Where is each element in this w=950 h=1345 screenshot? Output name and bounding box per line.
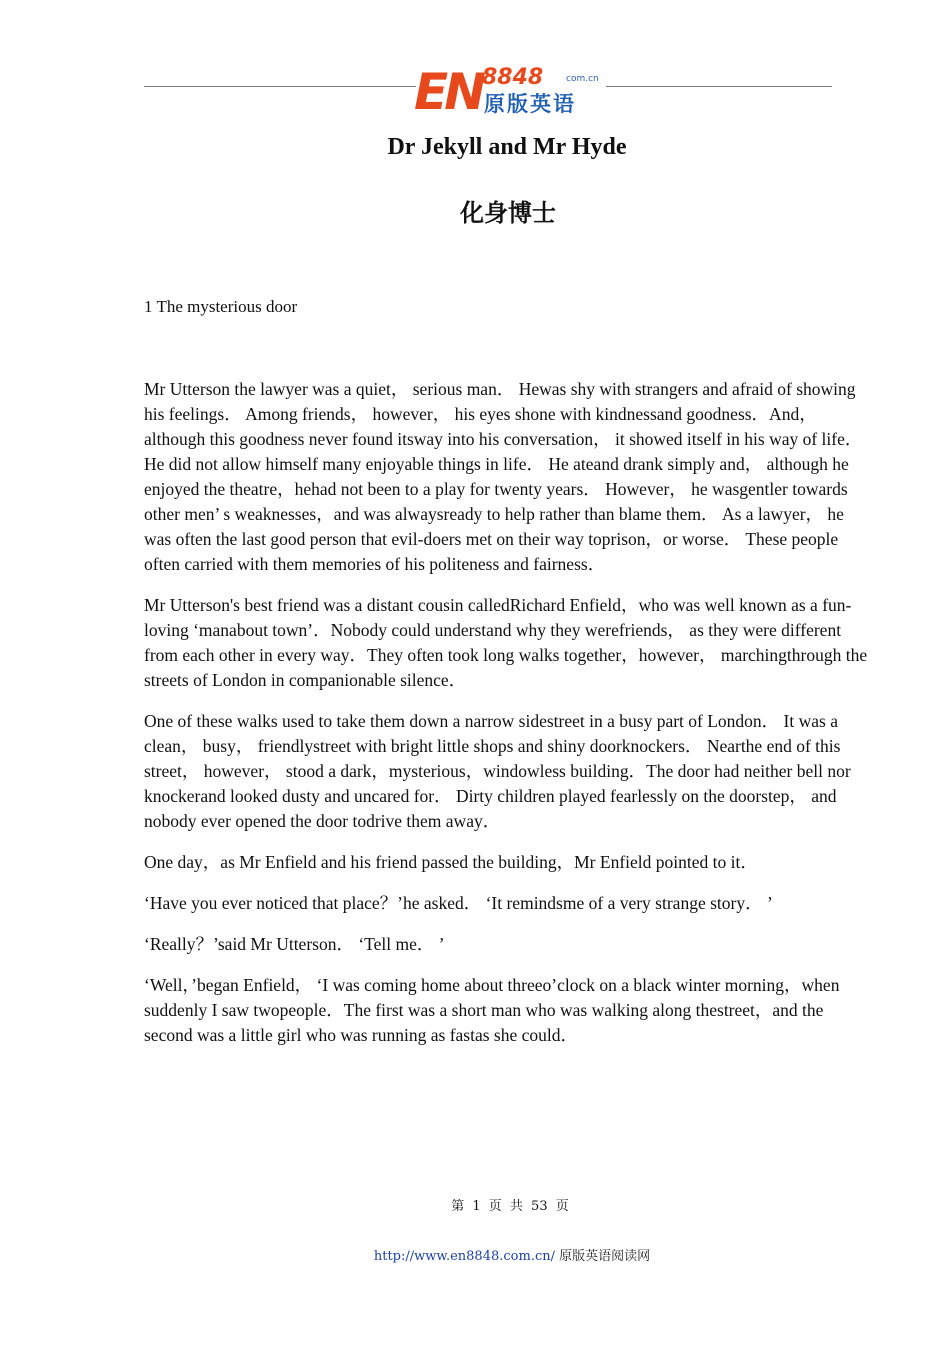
footer-site-name: 原版英语阅读网 xyxy=(559,1249,651,1264)
chapter-body xyxy=(144,377,874,1064)
paragraph: Mr Utterson's best friend was a distant cousin calledRichard Enfield，who was well known as a fun-loving ‘manabout town’．Nobody could understand why they werefriends， as they were different from each other in every way．They often took long walks together，however， marchingthrough the streets of London in companionable silence． xyxy=(144,595,868,690)
paragraph: ‘Really？’said Mr Utterson． ‘Tell me． ’ xyxy=(144,934,445,954)
book-title-chinese: 化身博士 xyxy=(460,199,556,227)
page-number: 第 1 页 共 53 页 xyxy=(451,1199,569,1214)
logo-chinese-text: 原版英语 xyxy=(484,92,576,116)
paragraph: ‘Have you ever noticed that place？’he asked． ‘It remindsme of a very strange story． ’ xyxy=(144,893,773,913)
book-title-english: Dr Jekyll and Mr Hyde xyxy=(387,134,627,160)
footer-url-link[interactable]: http://www.en8848.com.cn/ xyxy=(373,1249,555,1264)
header-rule-left xyxy=(144,86,416,87)
paragraph: One day，as Mr Enfield and his friend passed the building，Mr Enfield pointed to it． xyxy=(144,852,758,872)
paragraph: ‘Well，’began Enfield， ‘I was coming home about threeo’clock on a black winter morning，when suddenly I saw twopeople．The first was a short man who was walking along thestreet，and the second was a little girl who was running as fastas she could． xyxy=(144,975,840,1045)
logo-en-mark: EN xyxy=(414,63,483,121)
paragraph: One of these walks used to take them down a narrow sidestreet in a busy part of London． It was a clean， busy， friendlystreet with bright little shops and shiny doorknockers． Nearthe end of this street， however， stood a dark，mysterious，windowless building．The door had neither bell nor knockerand looked dusty and uncared for． Dirty children played fearlessly on the doorstep， and nobody ever opened the door todrive them away． xyxy=(144,711,851,831)
logo-domain: com.cn xyxy=(566,74,599,84)
site-logo[interactable] xyxy=(414,63,606,121)
logo-number: 8848 xyxy=(482,65,544,90)
chapter-heading: 1 The mysterious door xyxy=(144,297,298,316)
paragraph: Mr Utterson the lawyer was a quiet， serious man． Hewas shy with strangers and afraid of showing his feelings． Among friends， however， his eyes shone with kindnessand goodness．And， although this goodness never found itsway into his conversation， it showed itself in his way of life．He did not allow himself many enjoyable things in life． He ateand drank simply and， although he enjoyed the theatre，hehad not been to a play for twenty years． However， he wasgentler towards other men’ s weaknesses，and was alwaysready to help rather than blame them． As a lawyer， he was often the last good person that evil-doers met on their way toprison，or worse． These people often carried with them memories of his politeness and fairness． xyxy=(144,379,863,574)
header-rule-right xyxy=(606,86,832,87)
footer-site-info xyxy=(0,1248,950,1266)
